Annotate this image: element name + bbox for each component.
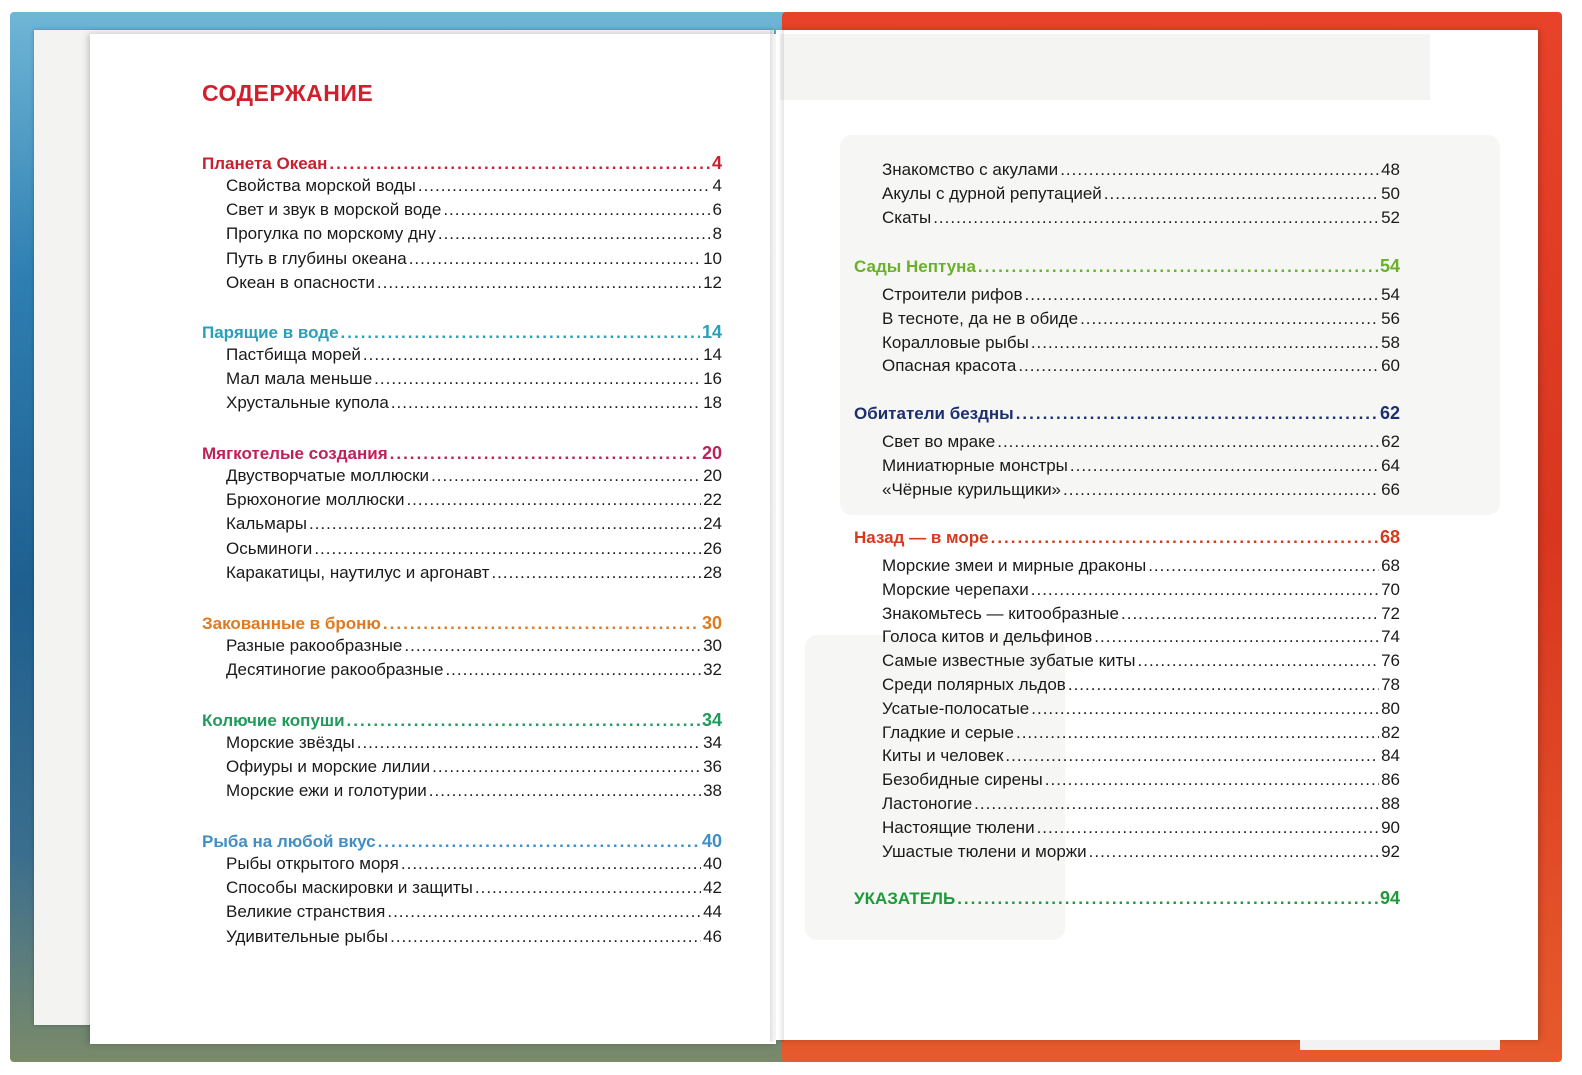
toc-section-entry <box>854 256 1400 277</box>
page-number: 64 <box>1381 455 1400 475</box>
dot-leader <box>374 369 701 389</box>
dot-leader <box>1068 675 1379 695</box>
entry-title: Ушастые тюлени и моржи <box>882 841 1087 861</box>
entry-title: Океан в опасности <box>226 272 375 292</box>
entry-title: Прогулка по морскому дну <box>226 224 436 244</box>
dot-leader <box>1104 184 1379 204</box>
entry-title: Путь в глубины океана <box>226 248 407 268</box>
page-number: 82 <box>1381 722 1400 742</box>
page-number: 20 <box>701 443 722 463</box>
dot-leader <box>1089 842 1379 862</box>
dot-leader <box>383 614 700 634</box>
entry-title: Строители рифов <box>882 285 1023 304</box>
page-number: 44 <box>703 902 722 922</box>
toc-entry <box>882 160 1400 180</box>
entry-title: Опасная красота <box>882 356 1017 376</box>
page-number: 56 <box>1381 308 1400 328</box>
entry-title: Усатые-полосатые <box>882 698 1030 718</box>
toc-section-entry <box>854 527 1400 548</box>
toc-entry <box>226 200 722 220</box>
page-number: 14 <box>701 322 722 342</box>
page-number: 28 <box>703 562 722 582</box>
entry-title: Десятиногие ракообразные <box>226 660 444 680</box>
dot-leader <box>1080 309 1379 329</box>
dot-leader <box>1063 480 1379 500</box>
page-number: 12 <box>703 272 722 292</box>
page-number: 68 <box>1381 556 1400 575</box>
book-gutter <box>770 30 784 1042</box>
dot-leader <box>309 514 701 534</box>
page-number: 52 <box>1381 207 1400 227</box>
dot-leader <box>404 636 701 656</box>
dot-leader <box>1037 818 1380 838</box>
dot-leader <box>363 345 701 365</box>
page-number: 50 <box>1381 183 1400 203</box>
page-number: 86 <box>1381 770 1400 790</box>
toc-section-entry <box>202 831 722 852</box>
page-number: 60 <box>1381 356 1400 376</box>
toc-entry <box>226 636 722 656</box>
dot-leader <box>431 466 701 486</box>
toc-entry <box>226 878 722 898</box>
entry-title: Гладкие и серые <box>882 722 1014 742</box>
page-number: 54 <box>1379 256 1400 276</box>
dot-leader <box>390 927 701 947</box>
page-number: 4 <box>712 176 722 195</box>
entry-title: Самые известные зубатые киты <box>882 651 1136 671</box>
page-number: 46 <box>703 926 722 946</box>
dot-leader <box>1025 285 1380 305</box>
page-number: 94 <box>1379 888 1400 908</box>
page-number: 22 <box>703 490 722 510</box>
dot-leader <box>347 711 700 731</box>
dot-leader <box>957 889 1378 909</box>
toc-entry <box>882 699 1400 719</box>
toc-entry <box>226 781 722 801</box>
page-number: 30 <box>701 613 722 633</box>
toc-entry <box>882 285 1400 305</box>
page-number: 24 <box>703 514 722 534</box>
toc-entry <box>882 604 1400 624</box>
dot-leader <box>443 200 710 220</box>
entry-title: Настоящие тюлени <box>882 817 1035 837</box>
entry-title: Хрустальные купола <box>226 393 389 413</box>
section-title: Колючие копуши <box>202 711 345 730</box>
page-number: 76 <box>1381 651 1400 671</box>
dot-leader <box>933 208 1379 228</box>
toc-section-entry <box>854 403 1400 424</box>
entry-title: Морские черепахи <box>882 579 1029 599</box>
section-title: Планета Океан <box>202 154 328 173</box>
toc-entry <box>882 770 1400 790</box>
page-number: 10 <box>703 248 722 268</box>
entry-title: Акулы с дурной репутацией <box>882 183 1102 203</box>
toc-section-entry <box>202 613 722 634</box>
section-title: Обитатели бездны <box>854 404 1014 423</box>
dot-leader <box>378 832 700 852</box>
toc-entry <box>882 580 1400 600</box>
entry-title: Знакомьтесь — китообразные <box>882 603 1120 623</box>
section-title: Парящие в воде <box>202 323 339 342</box>
page-number: 14 <box>703 345 722 364</box>
dot-leader <box>341 323 700 343</box>
toc-entry <box>226 902 722 922</box>
page-number: 34 <box>701 710 722 730</box>
dot-leader <box>377 273 701 293</box>
dot-leader <box>429 781 701 801</box>
toc-entry <box>226 757 722 777</box>
entry-title: Миниатюрные монстры <box>882 455 1068 475</box>
page-number: 32 <box>703 660 722 680</box>
page-number: 6 <box>712 200 722 220</box>
entry-title: Киты и человек <box>882 746 1004 766</box>
toc-entry <box>226 490 722 510</box>
toc-entry <box>882 184 1400 204</box>
page-number: 62 <box>1381 432 1400 451</box>
entry-title: Скаты <box>882 207 932 227</box>
toc-entry <box>226 927 722 947</box>
entry-title: Морские звёзды <box>226 733 355 752</box>
dot-leader <box>475 878 701 898</box>
dot-leader <box>1121 604 1379 624</box>
entry-title: Мал мала меньше <box>226 369 373 389</box>
page-number: 34 <box>703 733 722 752</box>
entry-title: Брюхоногие моллюски <box>226 490 405 510</box>
entry-title: Двустворчатые моллюски <box>226 466 430 485</box>
page-number: 18 <box>703 393 722 413</box>
toc-entry <box>226 466 722 486</box>
toc-entry <box>226 273 722 293</box>
entry-title: Свойства морской воды <box>226 176 416 195</box>
dot-leader <box>438 224 711 244</box>
page-number: 54 <box>1381 285 1400 304</box>
dot-leader <box>1031 580 1379 600</box>
page-number: 68 <box>1379 527 1400 547</box>
dot-leader <box>1031 333 1379 353</box>
entry-title: Разные ракообразные <box>226 636 403 655</box>
page-number: 38 <box>703 781 722 801</box>
dot-leader <box>406 490 701 510</box>
page-number: 70 <box>1381 579 1400 599</box>
toc-entry <box>882 675 1400 695</box>
dot-leader <box>387 902 701 922</box>
page-edge <box>1300 1040 1500 1050</box>
toc-section-entry <box>202 322 722 343</box>
dot-leader <box>974 794 1379 814</box>
page-number: 30 <box>703 636 722 655</box>
toc-entry <box>226 733 722 753</box>
toc-section-entry <box>202 710 722 731</box>
entry-title: Ластоногие <box>882 794 973 813</box>
toc-entry <box>882 556 1400 576</box>
page-number: 74 <box>1381 627 1400 647</box>
dot-leader <box>1045 770 1379 790</box>
toc-section-entry <box>202 443 722 464</box>
entry-title: Удивительные рыбы <box>226 926 389 946</box>
toc-entry <box>226 224 722 244</box>
entry-title: Коралловые рыбы <box>882 332 1029 352</box>
toc-entry <box>226 854 722 874</box>
page-number: 78 <box>1381 675 1400 694</box>
toc-entry <box>226 249 722 269</box>
page-number: 90 <box>1381 817 1400 837</box>
page-number: 40 <box>701 831 722 851</box>
dot-leader <box>401 854 701 874</box>
dot-leader <box>978 257 1378 277</box>
section-title: Назад — в море <box>854 528 989 547</box>
toc-entry <box>882 432 1400 452</box>
section-title: Мягкотелые создания <box>202 444 388 463</box>
toc-section-entry <box>854 888 1400 909</box>
dot-leader <box>1070 456 1379 476</box>
section-title: Рыба на любой вкус <box>202 832 376 851</box>
toc-entry <box>226 660 722 680</box>
page-number: 66 <box>1381 479 1400 499</box>
entry-title: Способы маскировки и защиты <box>226 878 473 898</box>
entry-title: «Чёрные курильщики» <box>882 479 1062 499</box>
page-number: 36 <box>703 757 722 777</box>
toc-entry <box>882 723 1400 743</box>
page-number: 58 <box>1381 332 1400 352</box>
dot-leader <box>329 154 710 174</box>
entry-title: Безобидные сирены <box>882 770 1043 790</box>
page-number: 84 <box>1381 746 1400 766</box>
entry-title: Рыбы открытого моря <box>226 854 399 873</box>
entry-title: Голоса китов и дельфинов <box>882 627 1093 647</box>
dot-leader <box>1016 723 1379 743</box>
dot-leader <box>391 393 701 413</box>
toc-entry <box>226 345 722 365</box>
dot-leader <box>991 528 1378 548</box>
entry-title: Морские ежи и голотурии <box>226 781 427 801</box>
toc-entry <box>882 627 1400 647</box>
dot-leader <box>1138 651 1380 671</box>
dot-leader <box>1060 160 1379 180</box>
toc-entry <box>226 539 722 559</box>
page-number: 48 <box>1381 160 1400 179</box>
section-title: Закованные в броню <box>202 614 381 633</box>
dot-leader <box>1094 627 1379 647</box>
dot-leader <box>997 432 1379 452</box>
dot-leader <box>1148 556 1379 576</box>
toc-section-entry <box>202 153 722 174</box>
dot-leader <box>491 563 701 583</box>
page-number: 88 <box>1381 794 1400 813</box>
page-number: 42 <box>703 878 722 898</box>
toc-entry <box>882 309 1400 329</box>
entry-title: В тесноте, да не в обиде <box>882 308 1079 328</box>
section-title: УКАЗАТЕЛЬ <box>854 889 956 908</box>
entry-title: Морские змеи и мирные драконы <box>882 556 1147 575</box>
page-number: 4 <box>711 153 722 173</box>
toc-title: СОДЕРЖАНИЕ <box>202 80 374 106</box>
toc-entry <box>226 393 722 413</box>
page-number: 8 <box>712 224 722 244</box>
toc-entry <box>226 176 722 196</box>
dot-leader <box>1018 356 1379 376</box>
page-number: 40 <box>703 854 722 873</box>
entry-title: Среди полярных льдов <box>882 675 1066 694</box>
toc-entry <box>226 563 722 583</box>
page-number: 92 <box>1381 841 1400 861</box>
dot-leader <box>432 757 701 777</box>
toc-entry <box>882 456 1400 476</box>
dot-leader <box>314 539 701 559</box>
entry-title: Пастбища морей <box>226 345 361 364</box>
dot-leader <box>1005 746 1379 766</box>
dot-leader <box>409 249 701 269</box>
dot-leader <box>418 176 711 196</box>
toc-entry <box>226 514 722 534</box>
toc-entry <box>882 651 1400 671</box>
page-number: 62 <box>1379 403 1400 423</box>
entry-title: Осьминоги <box>226 538 313 558</box>
dot-leader <box>445 660 701 680</box>
toc-entry <box>882 208 1400 228</box>
page-number: 26 <box>703 538 722 558</box>
entry-title: Великие странствия <box>226 902 386 922</box>
page-number: 80 <box>1381 698 1400 718</box>
dot-leader <box>1031 699 1379 719</box>
toc-entry <box>882 746 1400 766</box>
page-number: 72 <box>1381 603 1400 623</box>
toc-entry <box>882 333 1400 353</box>
entry-title: Свет во мраке <box>882 432 996 451</box>
dot-leader <box>357 733 701 753</box>
section-title: Сады Нептуна <box>854 257 976 276</box>
toc-entry <box>882 818 1400 838</box>
entry-title: Знакомство с акулами <box>882 160 1059 179</box>
toc-entry <box>226 369 722 389</box>
toc-entry <box>882 480 1400 500</box>
page-number: 16 <box>703 369 722 389</box>
dot-leader <box>1016 404 1378 424</box>
toc-entry <box>882 794 1400 814</box>
entry-title: Кальмары <box>226 514 307 534</box>
dot-leader <box>390 444 700 464</box>
entry-title: Каракатицы, наутилус и аргонавт <box>226 562 490 582</box>
entry-title: Офиуры и морские лилии <box>226 757 431 777</box>
toc-entry <box>882 356 1400 376</box>
show-through-header <box>780 34 1430 100</box>
toc-entry <box>882 842 1400 862</box>
entry-title: Свет и звук в морской воде <box>226 200 442 220</box>
page-number: 20 <box>703 466 722 485</box>
